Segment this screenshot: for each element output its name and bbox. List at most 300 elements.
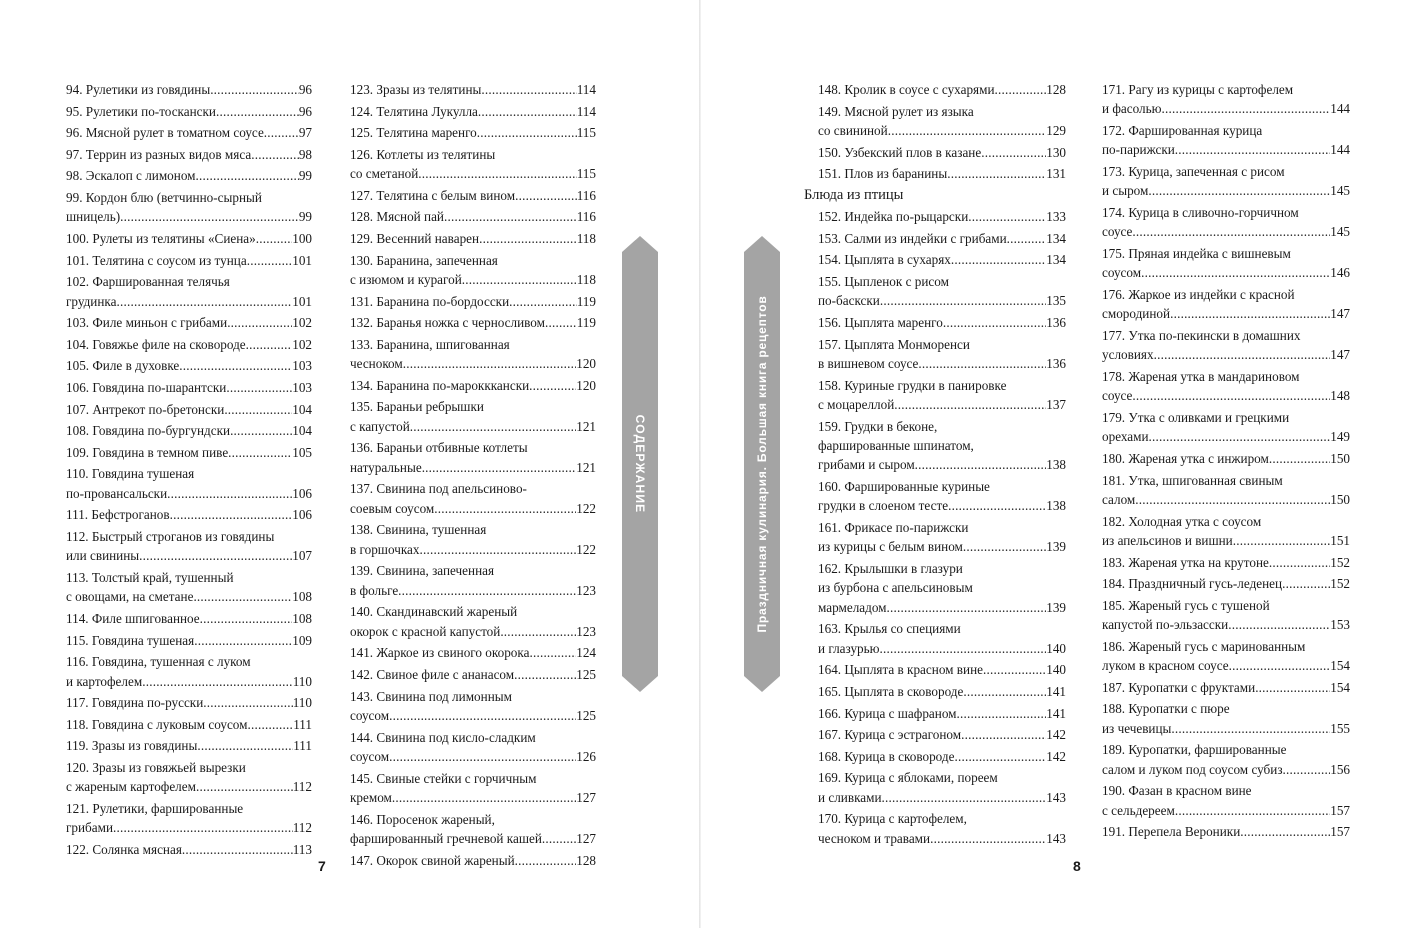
toc-line	[66, 145, 312, 164]
toc-page-number: 125	[576, 707, 596, 723]
toc-line	[350, 706, 596, 725]
toc-page-number: 150	[1330, 451, 1350, 466]
dot-leader	[529, 376, 576, 395]
toc-page-number: 129	[1046, 123, 1066, 138]
dot-leader	[203, 693, 292, 712]
toc-entry	[66, 736, 312, 755]
toc-entry	[1102, 822, 1350, 841]
toc-line	[818, 455, 1066, 474]
toc-page-number: 121	[576, 418, 596, 434]
dot-leader	[227, 313, 292, 332]
toc-entry	[350, 479, 596, 518]
toc-line	[350, 313, 596, 332]
dot-leader	[179, 356, 292, 375]
toc-entry	[66, 251, 312, 270]
toc-line	[66, 335, 312, 354]
dot-leader	[1233, 531, 1330, 550]
toc-entry-title: 184. Праздничный гусь-леденец	[1102, 576, 1283, 592]
toc-entry-title: 189. Куропатки, фаршированные	[1102, 742, 1287, 758]
toc-line	[1102, 121, 1350, 140]
toc-entry	[66, 272, 312, 311]
dot-leader	[478, 102, 577, 121]
toc-entry-title: 123. Зразы из телятины	[350, 82, 482, 97]
toc-entry-title: 126. Котлеты из телятины	[350, 146, 496, 162]
toc-entry-title: из бурбона с апельсиновым	[818, 580, 973, 596]
toc-line	[1102, 285, 1350, 304]
dot-leader	[957, 704, 1047, 723]
dot-leader	[389, 706, 576, 725]
toc-entry-title: окорок с красной капустой	[350, 623, 501, 639]
toc-line	[1102, 760, 1350, 779]
toc-line	[818, 578, 1066, 597]
toc-entry	[350, 123, 596, 142]
toc-line	[66, 672, 312, 691]
dot-leader	[951, 250, 1046, 269]
dot-leader	[1283, 760, 1331, 779]
book-title-tab	[744, 236, 780, 692]
toc-entry-title: 125. Телятина маренго	[350, 125, 477, 141]
toc-entry	[818, 747, 1066, 766]
toc-line	[350, 417, 596, 436]
toc-page-number: 126	[576, 748, 596, 764]
dot-leader	[981, 143, 1046, 162]
toc-page-number: 133	[1046, 209, 1066, 225]
toc-line	[66, 443, 312, 462]
toc-line	[818, 809, 1066, 828]
toc-line	[818, 164, 1066, 183]
toc-entry-title: со сметаной	[350, 166, 419, 182]
toc-line	[818, 639, 1066, 658]
toc-entry-title: 154. Цыплята в сухарях	[818, 252, 951, 268]
toc-entry-title: в фольге	[350, 582, 399, 598]
toc-line	[350, 788, 596, 807]
dot-leader	[509, 292, 577, 311]
toc-line	[818, 436, 1066, 455]
toc-page-number: 144	[1330, 142, 1350, 158]
toc-entry-title: 172. Фаршированная курица	[1102, 123, 1263, 138]
toc-line	[818, 559, 1066, 578]
toc-line	[350, 270, 596, 289]
dot-leader	[194, 631, 292, 650]
dot-leader	[139, 546, 292, 565]
toc-line	[1102, 449, 1350, 468]
toc-entry-title: капустой по-эльзасски	[1102, 617, 1229, 633]
toc-line	[66, 400, 312, 419]
toc-entry-title: 187. Куропатки с фруктами	[1102, 679, 1256, 695]
toc-entry-title: 162. Крылышки в глазури	[818, 560, 963, 576]
toc-entry-title: и сыром	[1102, 183, 1149, 199]
toc-entry	[1102, 637, 1350, 676]
toc-line	[350, 80, 596, 99]
toc-entry-title: 151. Плов из баранины	[818, 166, 948, 182]
toc-entry	[818, 518, 1066, 557]
toc-entry-title: 181. Утка, шпигованная свиным	[1102, 472, 1283, 488]
toc-entry	[350, 292, 596, 311]
toc-column	[66, 80, 312, 861]
toc-entry-title: 180. Жареная утка с инжиром	[1102, 451, 1269, 466]
toc-line	[1102, 822, 1350, 841]
dot-leader	[392, 788, 576, 807]
toc-entry	[818, 660, 1066, 679]
toc-entry	[66, 840, 312, 859]
toc-entry-title: 98. Эскалоп с лимоном	[66, 168, 196, 184]
toc-entry-title: соусе	[1102, 224, 1133, 240]
toc-line	[1102, 490, 1350, 509]
dot-leader	[882, 788, 1047, 807]
toc-entry-title: 191. Перепела Вероники	[1102, 824, 1241, 840]
dot-leader	[264, 123, 299, 142]
toc-entry-title: и картофелем	[66, 673, 143, 689]
toc-column	[804, 80, 1066, 850]
toc-entry-title: 108. Говядина по-бургундски	[66, 423, 231, 439]
toc-entry	[66, 568, 312, 607]
toc-entry-title: 136. Бараньи отбивные котлеты	[350, 440, 528, 456]
toc-entry-title: 112. Быстрый строганов из говядины	[66, 528, 275, 544]
toc-page-number: 105	[292, 444, 312, 460]
dot-leader	[1007, 229, 1047, 248]
dot-leader	[389, 747, 576, 766]
toc-entry-title: салом	[1102, 492, 1136, 507]
toc-entry	[66, 799, 312, 838]
toc-page-number: 104	[292, 423, 312, 439]
toc-line	[1102, 596, 1350, 615]
dot-leader	[514, 665, 576, 684]
toc-page-number: 135	[1046, 293, 1066, 309]
toc-line	[350, 851, 596, 870]
toc-entry-title: условиях	[1102, 347, 1154, 363]
toc-page-number: 150	[1330, 492, 1350, 507]
toc-page-number: 147	[1330, 306, 1350, 322]
toc-page-number: 98	[298, 146, 312, 162]
toc-entry	[66, 400, 312, 419]
toc-line	[818, 598, 1066, 617]
toc-entry	[66, 421, 312, 440]
dot-leader	[545, 313, 577, 332]
toc-line	[818, 829, 1066, 848]
toc-line	[350, 520, 596, 539]
toc-line	[66, 777, 312, 796]
dot-leader	[197, 736, 293, 755]
toc-entry-title: грудки в слоеном тесте	[818, 498, 949, 514]
toc-entry	[1102, 781, 1350, 820]
dot-leader	[515, 851, 577, 870]
dot-leader	[915, 455, 1047, 474]
toc-line	[66, 356, 312, 375]
toc-line	[350, 540, 596, 559]
toc-line	[66, 652, 312, 671]
dot-leader	[246, 335, 293, 354]
toc-page-number: 122	[576, 500, 596, 516]
toc-page-number: 103	[292, 358, 312, 374]
toc-entry-title: 155. Цыпленок с рисом	[818, 273, 949, 289]
book-title-label: Праздничная кулинария. Большая книга рецептов	[755, 295, 769, 633]
toc-line	[818, 682, 1066, 701]
toc-entry-title: 131. Баранина по-бордосски	[350, 293, 510, 309]
toc-page-number: 143	[1046, 830, 1066, 846]
toc-entry	[350, 769, 596, 808]
toc-entry-title: 129. Весенний наварен	[350, 230, 480, 246]
toc-page-number: 111	[293, 738, 312, 754]
toc-entry	[350, 397, 596, 436]
toc-entry	[66, 145, 312, 164]
toc-entry	[818, 376, 1066, 415]
toc-line	[1102, 574, 1350, 593]
toc-entry	[1102, 740, 1350, 779]
toc-entry-title: 96. Мясной рулет в томатном соусе	[66, 125, 264, 141]
toc-line	[350, 561, 596, 580]
toc-page-number: 141	[1046, 683, 1066, 699]
toc-entry	[66, 505, 312, 524]
dot-leader	[995, 80, 1047, 99]
toc-entry-title: 145. Свиные стейки с горчичным	[350, 770, 537, 786]
toc-line	[818, 417, 1066, 436]
dot-leader	[398, 581, 576, 600]
toc-page-number: 99	[298, 168, 312, 184]
toc-entry	[350, 145, 596, 184]
toc-entry	[350, 687, 596, 726]
toc-entry	[818, 272, 1066, 311]
toc-entry-title: салом и луком под соусом субиз	[1102, 761, 1283, 777]
toc-page-number: 125	[576, 666, 596, 682]
toc-entry	[818, 164, 1066, 183]
toc-page-number: 152	[1330, 576, 1350, 592]
toc-page-number: 123	[576, 582, 596, 598]
dot-leader	[410, 417, 576, 436]
toc-entry	[66, 80, 312, 99]
toc-entry-title: 111. Бефстроганов	[66, 507, 170, 523]
toc-line	[1102, 781, 1350, 800]
toc-entry-title: 103. Филе миньон с грибами	[66, 315, 228, 331]
toc-line	[66, 421, 312, 440]
toc-entry	[66, 527, 312, 566]
toc-line	[818, 207, 1066, 226]
toc-entry	[1102, 574, 1350, 593]
toc-entry	[350, 602, 596, 641]
toc-line	[1102, 140, 1350, 159]
toc-page-number: 145	[1330, 224, 1350, 240]
toc-line	[350, 829, 596, 848]
toc-line	[66, 631, 312, 650]
toc-entry-title: 143. Свинина под лимонным	[350, 688, 512, 704]
toc-entry-title: 120. Зразы из говяжьей вырезки	[66, 759, 246, 775]
toc-page-number: 138	[1046, 498, 1066, 514]
toc-line	[66, 464, 312, 483]
dot-leader	[210, 80, 299, 99]
toc-entry-title: 95. Рулетики по-тоскански	[66, 103, 216, 119]
toc-entry-title: в горшочках	[350, 541, 420, 557]
dot-leader	[1269, 449, 1330, 468]
dot-leader	[515, 186, 577, 205]
toc-line	[350, 438, 596, 457]
toc-line	[350, 810, 596, 829]
toc-line	[818, 335, 1066, 354]
toc-page-number: 119	[576, 293, 596, 309]
toc-entry	[66, 335, 312, 354]
toc-line	[1102, 740, 1350, 759]
toc-page-number: 156	[1330, 761, 1350, 777]
toc-line	[350, 747, 596, 766]
toc-entry-title: кремом	[350, 789, 392, 805]
toc-entry-title: 141. Жаркое из свиного окорока	[350, 645, 530, 661]
toc-entry-title: 105. Филе в духовке	[66, 358, 180, 374]
dot-leader	[1149, 427, 1331, 446]
toc-entry-title: орехами	[1102, 429, 1149, 445]
toc-entry-title: с моцареллой	[818, 396, 895, 412]
toc-entry-title: 144. Свинина под кисло-сладким	[350, 729, 536, 745]
toc-page-number: 155	[1330, 720, 1350, 736]
dot-leader	[1255, 678, 1330, 697]
toc-entry-title: и глазурью	[818, 640, 880, 656]
dot-leader	[434, 499, 576, 518]
toc-page-number: 102	[292, 336, 312, 352]
toc-line	[818, 747, 1066, 766]
dot-leader	[167, 484, 292, 503]
toc-page-number: 115	[576, 125, 596, 141]
toc-page-number: 103	[292, 379, 312, 395]
dot-leader	[116, 292, 292, 311]
toc-line	[1102, 801, 1350, 820]
toc-entry-title: 137. Свинина под апельсиново-	[350, 481, 527, 497]
toc-entry-title: с овощами, на сметане	[66, 589, 194, 605]
toc-line	[818, 80, 1066, 99]
dot-leader	[113, 818, 293, 837]
dot-leader	[403, 354, 576, 373]
toc-entry-title: 146. Поросенок жареный,	[350, 811, 495, 827]
toc-page-number: 121	[576, 459, 596, 475]
dot-leader	[251, 145, 299, 164]
dot-leader	[1132, 386, 1330, 405]
toc-line	[818, 250, 1066, 269]
toc-line	[818, 229, 1066, 248]
section-tab-label: СОДЕРЖАНИЕ	[633, 414, 647, 514]
dot-leader	[228, 443, 292, 462]
dot-leader	[230, 421, 292, 440]
toc-line	[1102, 263, 1350, 282]
dot-leader	[1175, 801, 1330, 820]
toc-line	[66, 505, 312, 524]
toc-entry-title: 186. Жареный гусь с маринованным	[1102, 638, 1306, 654]
dot-leader	[418, 164, 576, 183]
toc-entry-title: по-баскски	[818, 293, 880, 309]
toc-line	[1102, 408, 1350, 427]
toc-page-number: 122	[576, 541, 596, 557]
toc-entry-title: 156. Цыплята маренго	[818, 314, 943, 330]
toc-entry	[818, 559, 1066, 617]
toc-line	[350, 354, 596, 373]
toc-entry-title: натуральные	[350, 459, 422, 475]
toc-page-number: 134	[1046, 252, 1066, 268]
toc-line	[818, 376, 1066, 395]
toc-entry	[1102, 162, 1350, 201]
toc-line	[350, 251, 596, 270]
dot-leader	[479, 229, 577, 248]
toc-page-number: 128	[576, 852, 596, 868]
toc-entry	[1102, 285, 1350, 324]
dot-leader	[1282, 574, 1330, 593]
toc-page-number: 120	[576, 356, 596, 372]
toc-entry-title: 104. Говяжье филе на сковороде	[66, 336, 246, 352]
toc-entry-title: 176. Жаркое из индейки с красной	[1102, 287, 1295, 302]
dot-leader	[961, 725, 1046, 744]
toc-line	[1102, 99, 1350, 118]
toc-entry	[66, 443, 312, 462]
toc-entry-title: со свининой	[818, 123, 888, 138]
toc-entry	[66, 356, 312, 375]
toc-entry-title: 119. Зразы из говядины	[66, 738, 198, 754]
toc-entry-title: соевым соусом	[350, 500, 435, 516]
toc-entry-title: 116. Говядина, тушенная с луком	[66, 654, 251, 670]
toc-line	[66, 272, 312, 291]
toc-entry	[818, 417, 1066, 475]
toc-entry-title: из апельсинов и вишни	[1102, 533, 1233, 548]
toc-line	[350, 728, 596, 747]
toc-line	[66, 715, 312, 734]
toc-entry-title: 106. Говядина по-шарантски	[66, 379, 227, 395]
toc-entry	[66, 123, 312, 142]
toc-entry	[350, 728, 596, 767]
toc-page-number: 107	[292, 548, 312, 564]
toc-line	[818, 354, 1066, 373]
toc-page-number: 138	[1046, 457, 1066, 473]
dot-leader	[947, 164, 1046, 183]
dot-leader	[1154, 345, 1331, 364]
toc-line	[818, 291, 1066, 310]
toc-page-number: 120	[576, 377, 596, 393]
toc-line	[818, 395, 1066, 414]
dot-leader	[200, 609, 293, 628]
toc-entry-title: с жареным картофелем	[66, 779, 196, 795]
toc-entry	[818, 725, 1066, 744]
toc-page-number: 141	[1046, 705, 1066, 721]
toc-line	[818, 496, 1066, 515]
toc-entry-title: или свинины	[66, 548, 140, 564]
dot-leader	[182, 840, 293, 859]
toc-page-number: 153	[1330, 617, 1350, 633]
toc-entry-title: 113. Толстый край, тушенный	[66, 569, 234, 585]
toc-entry	[350, 643, 596, 662]
toc-entry	[1102, 699, 1350, 738]
toc-entry-title: 100. Рулеты из телятины «Сиена»	[66, 230, 256, 246]
toc-page-number: 148	[1330, 388, 1350, 404]
toc-page-number: 116	[576, 209, 596, 225]
dot-leader	[963, 537, 1046, 556]
toc-entry	[350, 561, 596, 600]
toc-entry-title: 177. Утка по-пекински в домашних	[1102, 328, 1301, 343]
dot-leader	[1269, 553, 1330, 572]
dot-leader	[954, 747, 1046, 766]
toc-entry-title: 160. Фаршированные куриные	[818, 478, 990, 494]
toc-line	[350, 397, 596, 416]
toc-entry	[350, 851, 596, 870]
toc-line	[66, 693, 312, 712]
toc-entry	[1102, 553, 1350, 572]
toc-entry-title: 149. Мясной рулет из языка	[818, 103, 974, 119]
toc-page-number: 140	[1046, 640, 1066, 656]
toc-page-number: 146	[1330, 265, 1350, 281]
toc-entry	[350, 438, 596, 477]
toc-entry	[66, 758, 312, 797]
toc-entry	[1102, 408, 1350, 447]
toc-entry	[350, 80, 596, 99]
toc-page-number: 139	[1046, 599, 1066, 615]
toc-entry-title: 110. Говядина тушеная	[66, 466, 195, 482]
toc-line	[350, 335, 596, 354]
toc-page-number: 134	[1046, 230, 1066, 246]
toc-entry	[818, 229, 1066, 248]
toc-entry-title: луком в красном соусе	[1102, 658, 1229, 674]
toc-entry-title: соусом	[350, 707, 390, 723]
toc-page-number: 108	[292, 589, 312, 605]
